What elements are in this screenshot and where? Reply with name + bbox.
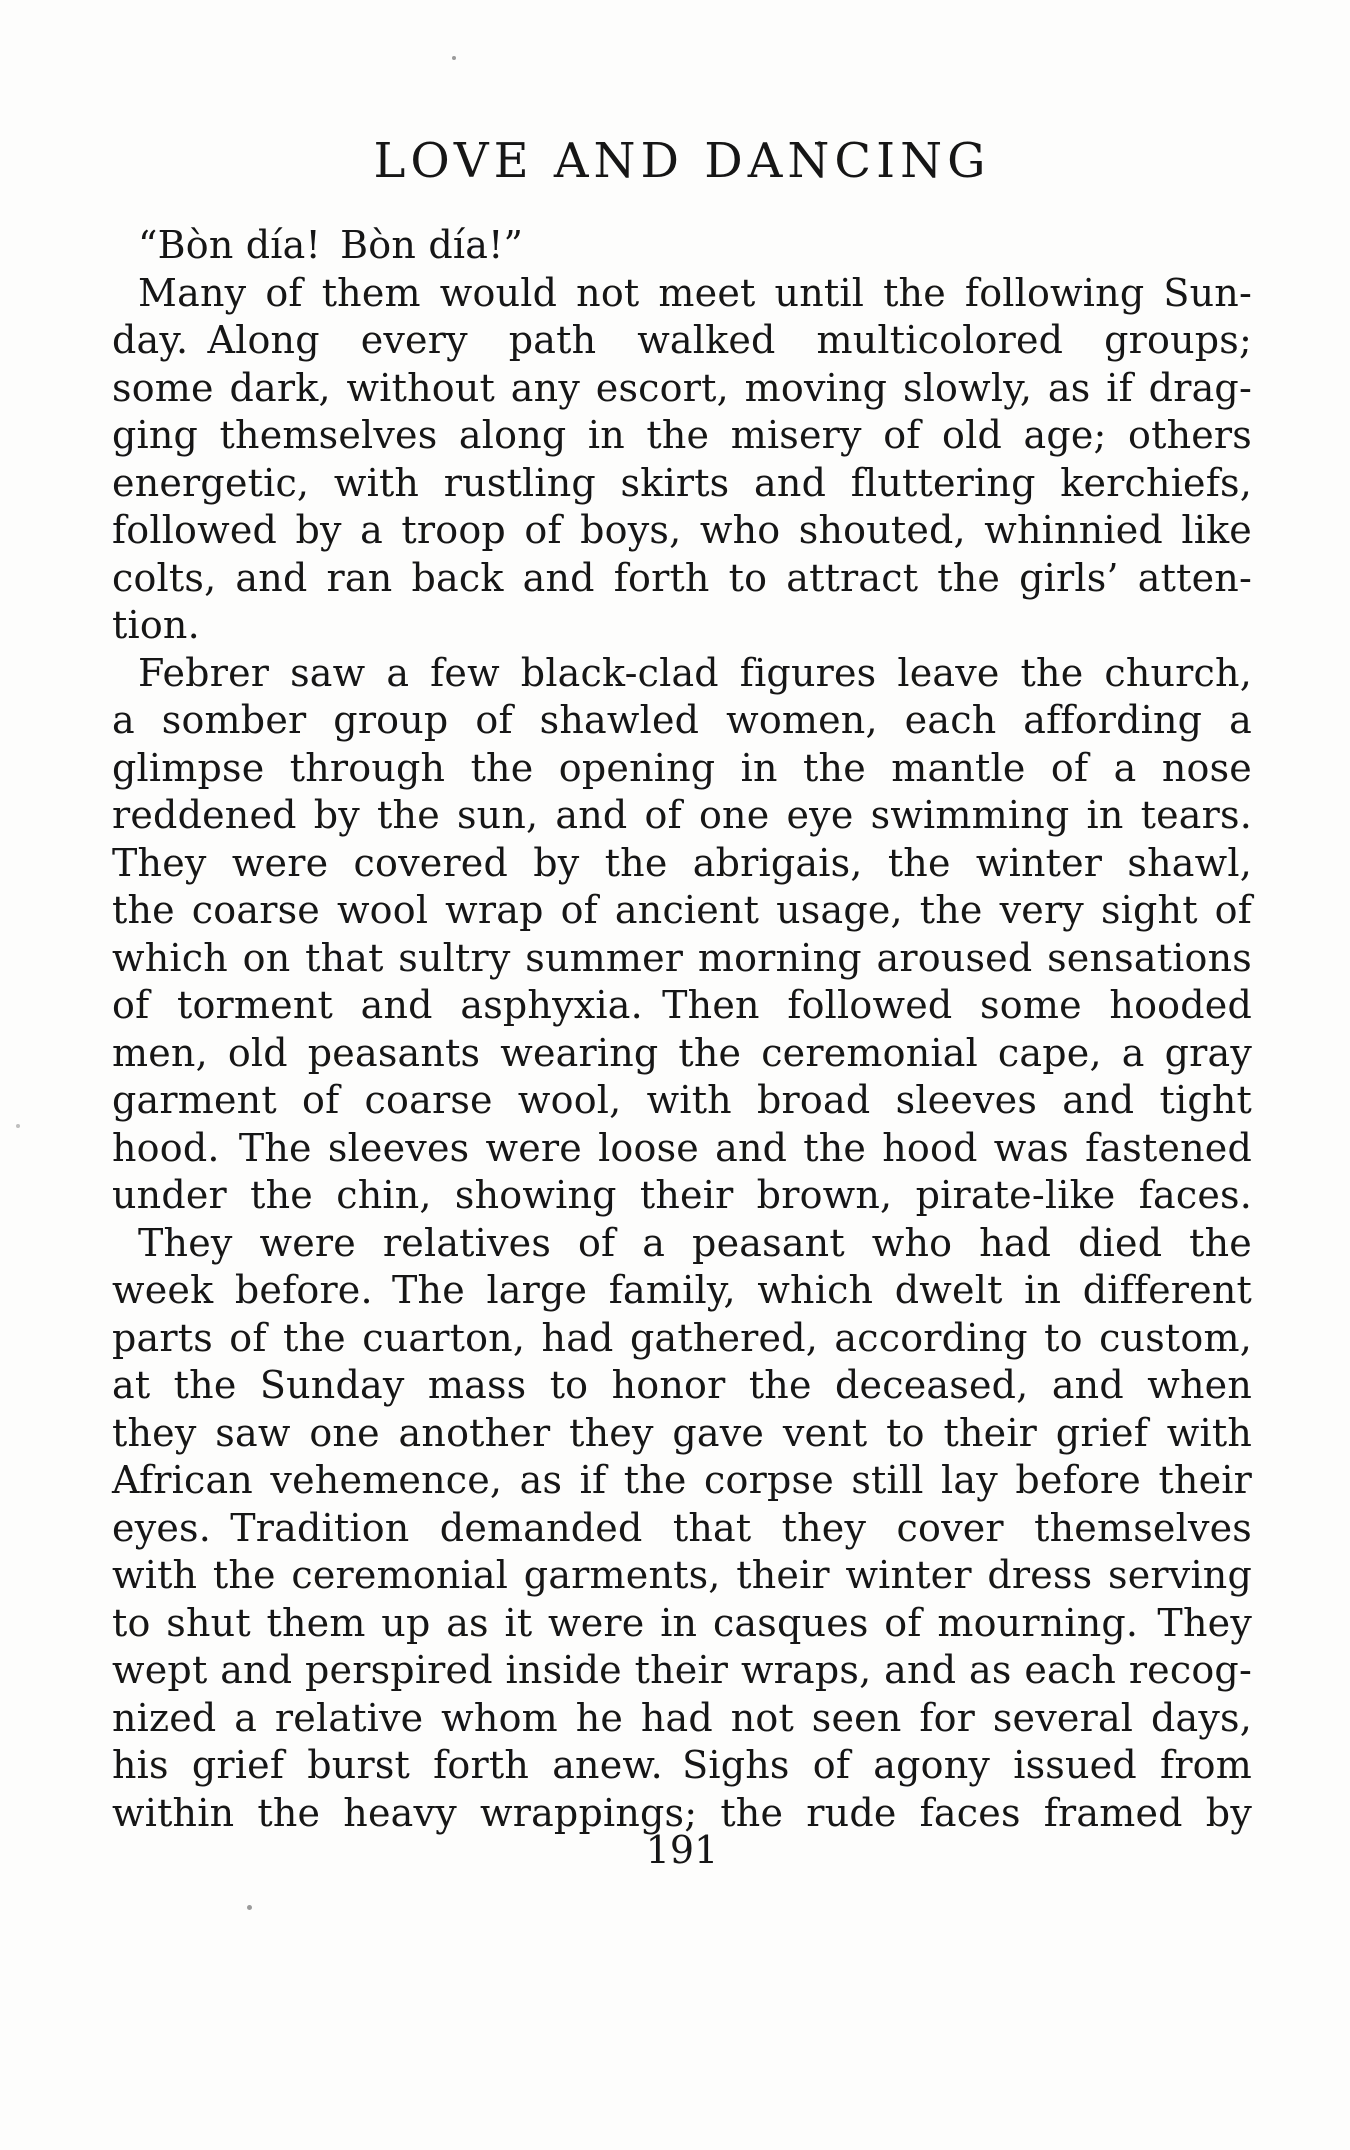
- text-line: energetic, with rustling skirts and fluttering kerchiefs,: [112, 460, 1252, 505]
- text-line: hood. The sleeves were loose and the hood was fastened: [112, 1125, 1252, 1170]
- body-text: [112, 222, 1252, 1837]
- text-line: Many of them would not meet until the following Sun-: [138, 270, 1252, 315]
- chapter-title: LOVE AND DANCING: [373, 133, 991, 189]
- paragraph: [112, 270, 1252, 650]
- text-line: glimpse through the opening in the mantle of a nose: [112, 745, 1252, 790]
- text-line: followed by a troop of boys, who shouted, whinnied like: [112, 508, 1252, 552]
- text-line: to shut them up as it were in casques of mourning. They: [112, 1600, 1252, 1645]
- text-line: They were covered by the abrigais, the winter shawl,: [112, 840, 1252, 885]
- text-line: they saw one another they gave vent to their grief with: [112, 1410, 1252, 1455]
- text-line: week before. The large family, which dwelt in different: [112, 1268, 1252, 1312]
- text-line: day. Along every path walked multicolored groups;: [112, 318, 1252, 362]
- paragraph: [112, 222, 1252, 270]
- text-line: within the heavy wrappings; the rude faces framed by: [112, 1790, 1252, 1835]
- text-line: reddened by the sun, and of one eye swimming in tears.: [112, 793, 1252, 837]
- text-line: wept and perspired inside their wraps, and as each recog-: [112, 1648, 1252, 1692]
- text-line: a somber group of shawled women, each affording a: [112, 698, 1252, 742]
- scan-speck: [16, 1124, 20, 1128]
- scan-speck: [452, 56, 456, 60]
- text-line: African vehemence, as if the corpse still lay before their: [112, 1458, 1252, 1502]
- text-line: at the Sunday mass to honor the deceased, and when: [112, 1363, 1252, 1407]
- text-line: garment of coarse wool, with broad sleeves and tight: [112, 1078, 1252, 1122]
- text-line: men, old peasants wearing the ceremonial cape, a gray: [112, 1030, 1252, 1075]
- text-line: with the ceremonial garments, their winter dress serving: [112, 1553, 1252, 1597]
- text-line: the coarse wool wrap of ancient usage, the very sight of: [112, 888, 1252, 932]
- text-line: colts, and ran back and forth to attract the girls’ atten-: [112, 555, 1252, 600]
- text-line: They were relatives of a peasant who had died the: [138, 1220, 1252, 1265]
- text-line: his grief burst forth anew. Sighs of agony issued from: [112, 1743, 1252, 1787]
- text-line: parts of the cuarton, had gathered, according to custom,: [112, 1315, 1252, 1360]
- text-column: [112, 130, 1252, 1875]
- text-line: “Bòn día! Bòn día!”: [138, 223, 524, 267]
- scan-speck: [247, 1905, 252, 1910]
- text-line: tion.: [112, 603, 200, 647]
- page-number: 191: [645, 1828, 719, 1872]
- text-line: ging themselves along in the misery of old age; others: [112, 413, 1252, 457]
- paragraph: [112, 650, 1252, 1220]
- text-line: nized a relative whom he had not seen for several days,: [112, 1695, 1252, 1740]
- text-line: eyes. Tradition demanded that they cover themselves: [112, 1505, 1252, 1550]
- text-line: under the chin, showing their brown, pirate-like faces.: [112, 1173, 1252, 1217]
- paragraph: [112, 1220, 1252, 1838]
- text-line: which on that sultry summer morning aroused sensations: [112, 935, 1252, 980]
- text-line: of torment and asphyxia. Then followed some hooded: [112, 983, 1252, 1027]
- text-line: some dark, without any escort, moving slowly, as if drag-: [112, 365, 1252, 410]
- text-line: Febrer saw a few black-clad figures leave the church,: [138, 650, 1252, 695]
